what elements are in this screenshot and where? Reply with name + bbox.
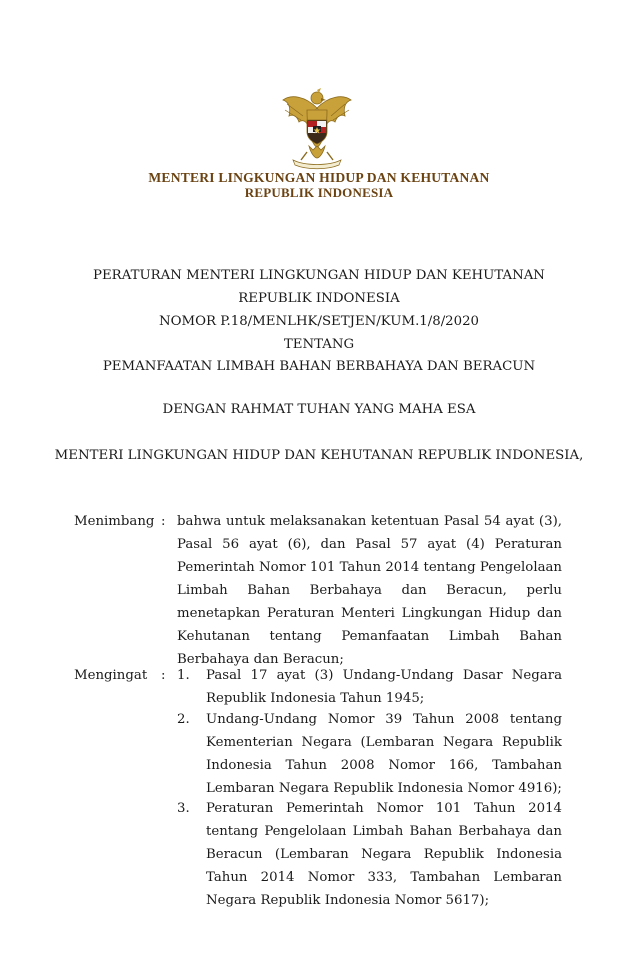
invocation: DENGAN RAHMAT TUHAN YANG MAHA ESA <box>162 402 476 417</box>
regulation-number: NOMOR P.18/MENLHK/SETJEN/KUM.1/8/2020 <box>158 314 480 329</box>
regulation-subject: PEMANFAATAN LIMBAH BAHAN BERBAHAYA DAN BERACUN <box>102 359 536 374</box>
ministry-name: MENTERI LINGKUNGAN HIDUP DAN KEHUTANAN <box>148 170 490 185</box>
issuer: MENTERI LINGKUNGAN HIDUP DAN KEHUTANAN REPUBLIK INDONESIA, <box>54 448 584 463</box>
regulation-title-line2: REPUBLIK INDONESIA <box>238 291 400 306</box>
list-item-number: 3. <box>177 801 190 816</box>
list-item: Pasal 17 ayat (3) Undang-Undang Dasar Negara Republik Indonesia Tahun 1945; <box>206 668 562 706</box>
mengingat-colon: : <box>161 668 166 683</box>
menimbang-colon: : <box>161 514 166 529</box>
regulation-tentang: TENTANG <box>283 337 355 352</box>
garuda-emblem-icon <box>277 86 357 170</box>
menimbang-label: Menimbang <box>74 514 155 529</box>
list-item-number: 2. <box>177 712 190 727</box>
mengingat-label: Mengingat <box>74 668 148 683</box>
list-item: Peraturan Pemerintah Nomor 101 Tahun 2014 tentang Pengelolaan Limbah Bahan Berbahaya dan Beracun (Lembaran Negara Republik Indonesia Tahun 2014 Nomor 333, Tambahan Lembaran Negara Republik Indonesia Nomor 5617); <box>206 801 562 908</box>
list-item-number: 1. <box>177 668 190 683</box>
regulation-title-line1: PERATURAN MENTERI LINGKUNGAN HIDUP DAN KEHUTANAN <box>93 268 545 283</box>
ministry-country: REPUBLIK INDONESIA <box>244 185 394 200</box>
list-item: Undang-Undang Nomor 39 Tahun 2008 tentang Kementerian Negara (Lembaran Negara Republik Indonesia Tahun 2008 Nomor 166, Tambahan Lembaran Negara Republik Indonesia Nomor 4916); <box>206 712 562 796</box>
menimbang-text: bahwa untuk melaksanakan ketentuan Pasal 54 ayat (3), Pasal 56 ayat (6), dan Pasal 57 ayat (4) Peraturan Pemerintah Nomor 101 Tahun 2014 tentang Pengelolaan Limbah Bahan Berbahaya dan Beracun, perlu menetapkan Peraturan Menteri Lingkungan Hidup dan Kehutanan tentang Pemanfaatan Limbah Bahan Berbahaya dan Beracun; <box>177 514 562 667</box>
